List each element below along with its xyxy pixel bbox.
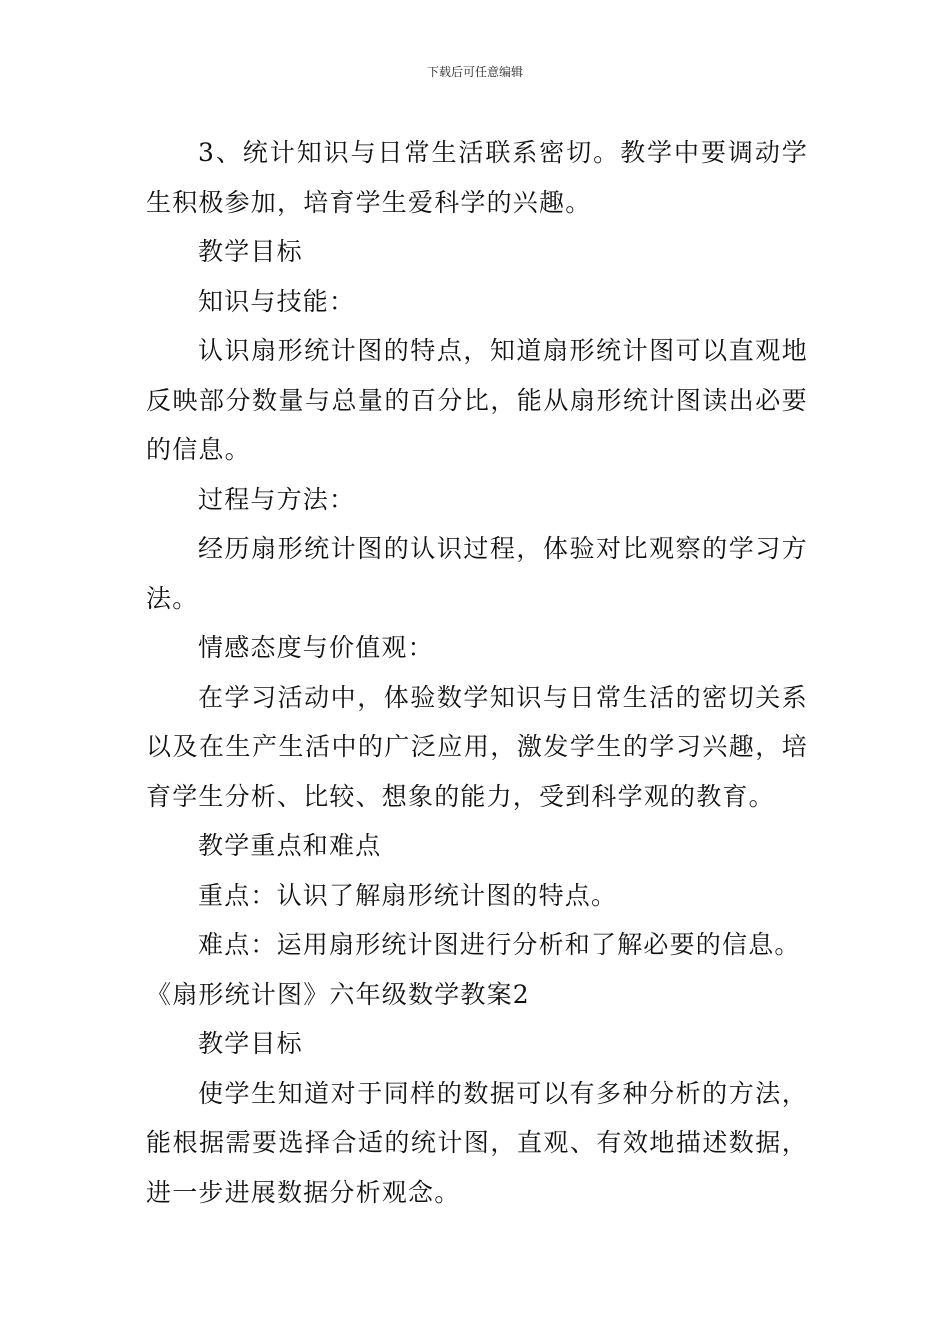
page-header: 下载后可任意编辑: [426, 65, 523, 79]
heading-attitude-values: 情感态度与价值观：: [198, 633, 434, 662]
paragraph-difficult-point: 难点：运用扇形统计图进行分析和了解必要的信息。: [198, 930, 801, 959]
paragraph-process-method: 经历扇形统计图的认识过程，体验对比观察的学习方法。: [146, 534, 808, 613]
heading-key-difficult-points: 教学重点和难点: [198, 831, 382, 860]
document-body: [146, 128, 808, 1217]
paragraph-goal-3: 3、统计知识与日常生活联系密切。教学中要调动学生积极参加，培育学生爱科学的兴趣。: [146, 138, 808, 217]
paragraph-attitude-values: 在学习活动中，体验数学知识与日常生活的密切关系以及在生产生活中的广泛应用，激发学生的学习兴趣，培育学生分析、比较、想象的能力，受到科学观的教育。: [146, 682, 808, 811]
paragraph-knowledge-skills: 认识扇形统计图的特点，知道扇形统计图可以直观地反映部分数量与总量的百分比，能从扇形统计图读出必要的信息。: [146, 336, 808, 464]
heading-teaching-goals-2: 教学目标: [198, 1029, 303, 1058]
paragraph-key-point: 重点：认识了解扇形统计图的特点。: [198, 880, 618, 910]
heading-teaching-goals: 教学目标: [198, 237, 303, 266]
heading-knowledge-skills: 知识与技能：: [198, 286, 356, 316]
heading-process-method: 过程与方法：: [198, 484, 356, 514]
section-title-lesson-2: 《扇形统计图》六年级数学教案2: [146, 979, 530, 1009]
paragraph-goals-2: 使学生知道对于同样的数据可以有多种分析的方法，能根据需要选择合适的统计图，直观、有效地描述数据，进一步进展数据分析观念。: [146, 1078, 808, 1207]
